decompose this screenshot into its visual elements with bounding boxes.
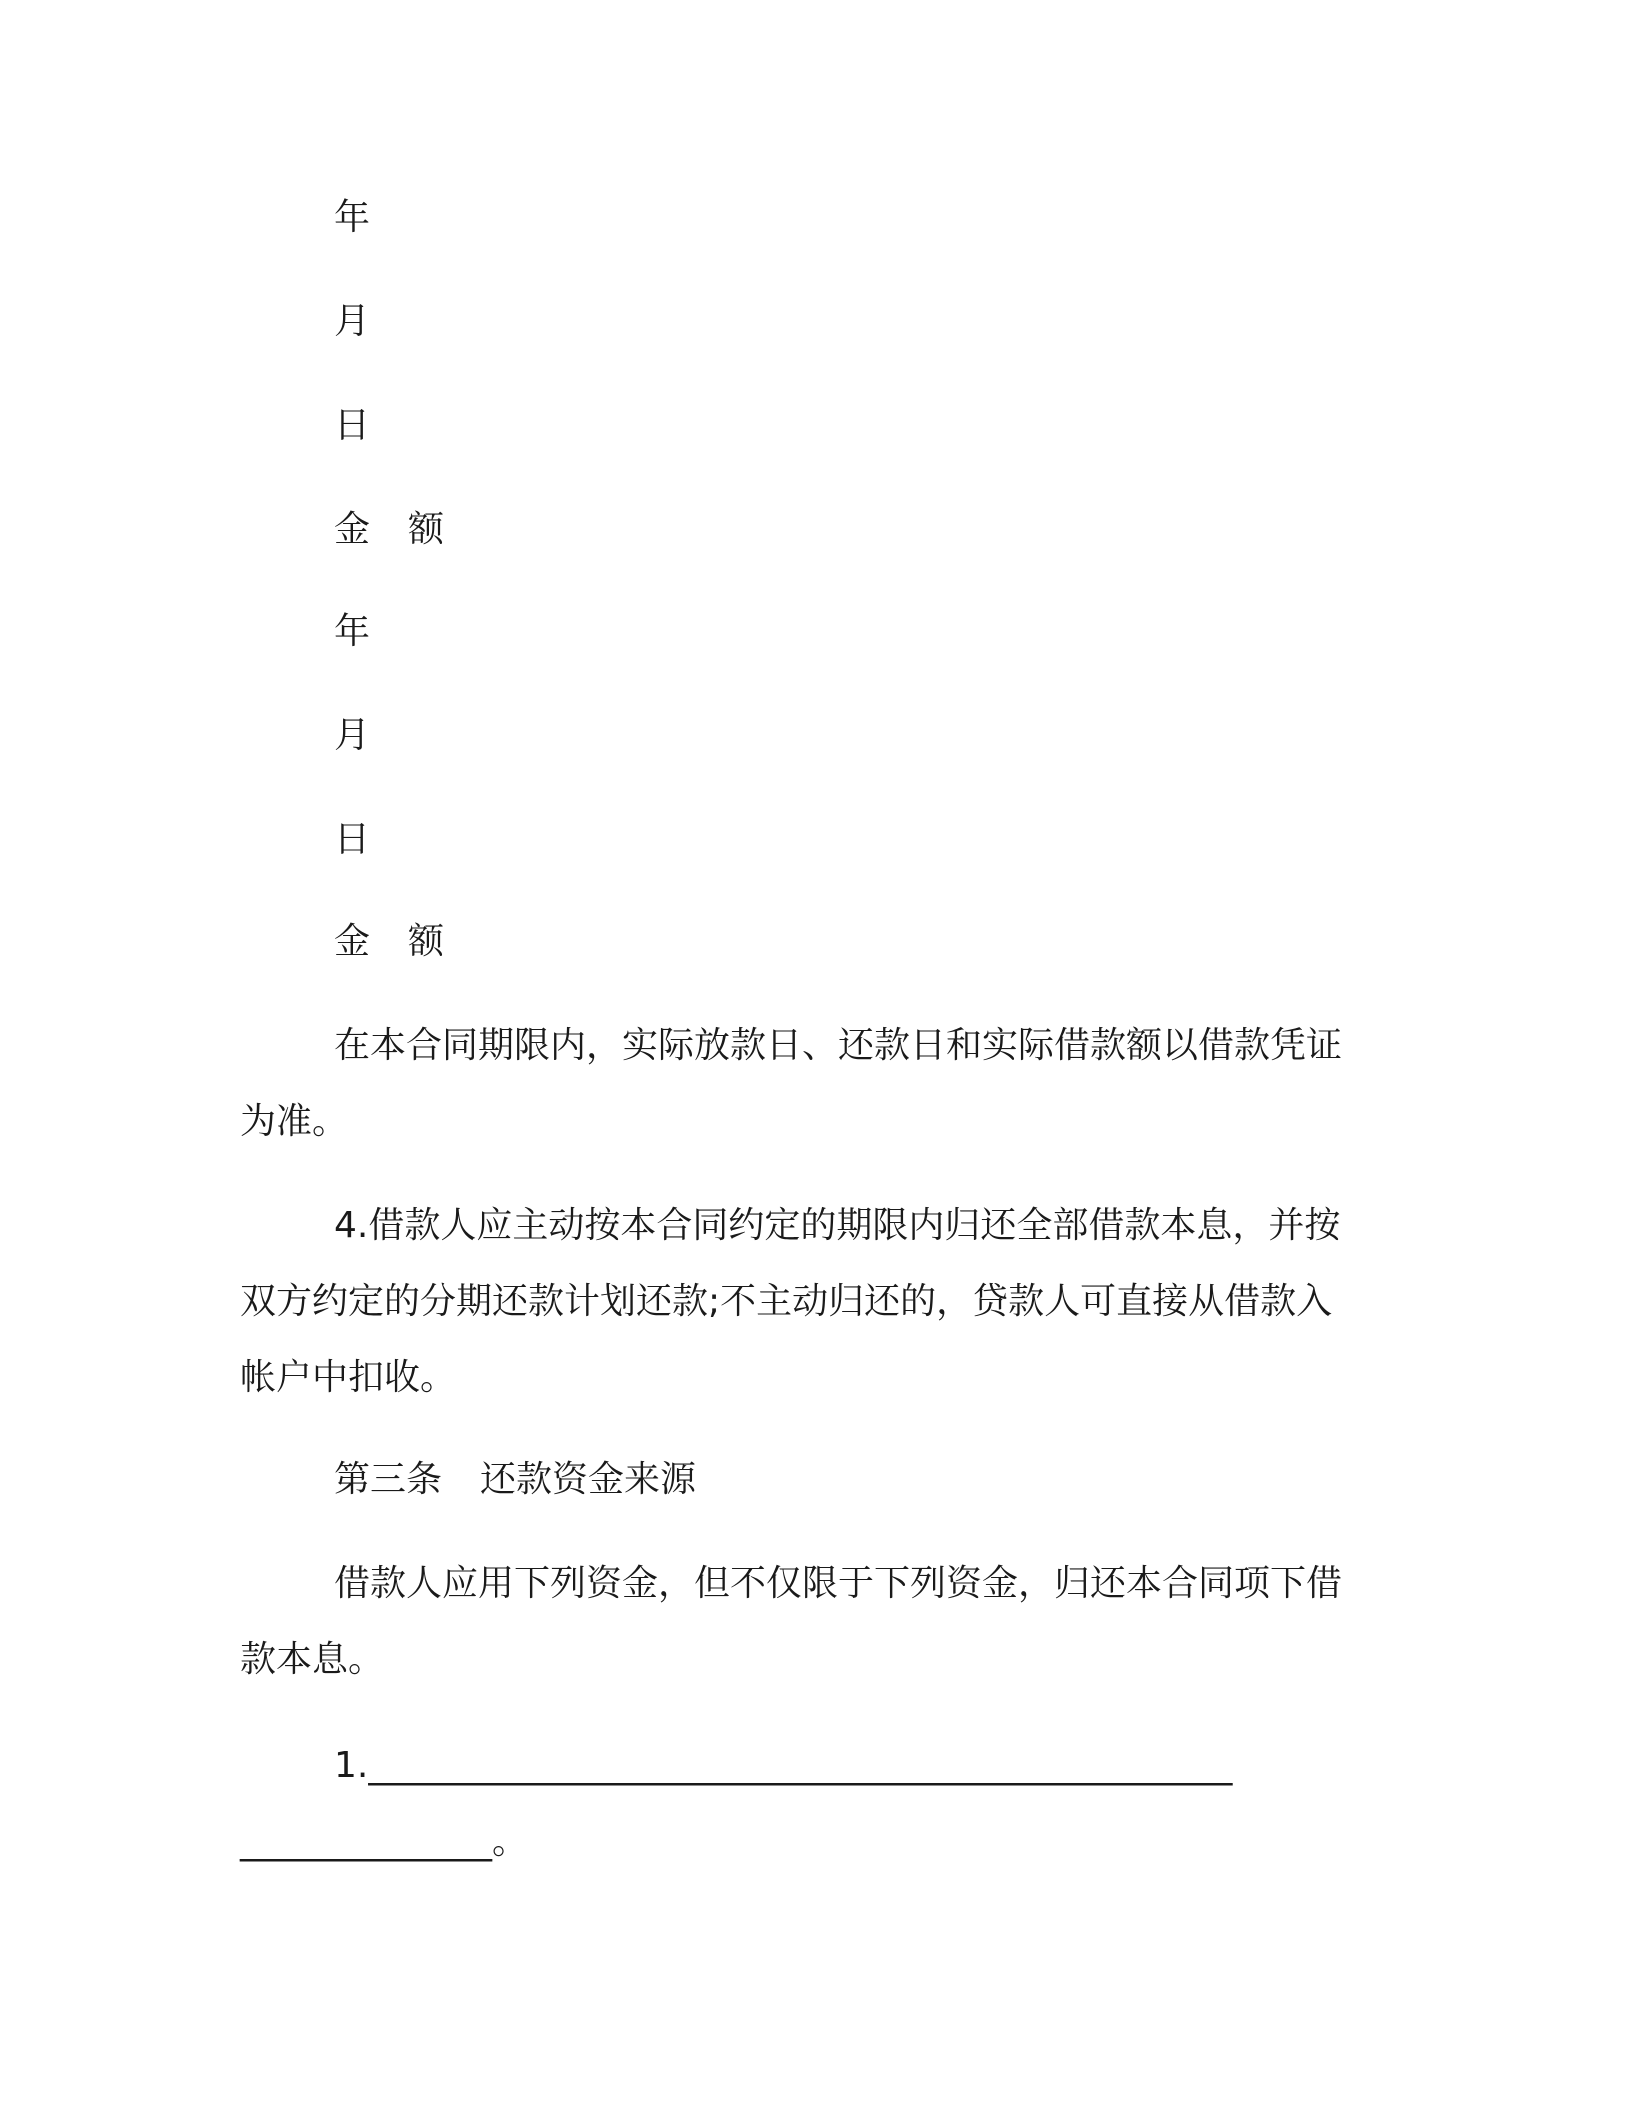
field-month-2 [334, 714, 370, 758]
field-label: 月 [334, 715, 371, 756]
field-label: 额 [408, 921, 445, 962]
field-day-2 [334, 818, 370, 862]
field-amount-1 [334, 508, 444, 552]
field-label: 月 [334, 301, 371, 342]
article-3-heading [334, 1458, 696, 1502]
paragraph-4-line-3: 帐户中扣收。 [240, 1357, 457, 1398]
article-title: 还款资金来源 [480, 1459, 697, 1500]
paragraph-sources-line-2: 款本息。 [240, 1639, 385, 1680]
field-label: 年 [334, 611, 371, 652]
paragraph-period-line-2: 为准。 [240, 1101, 349, 1142]
field-month-1 [334, 300, 370, 344]
article-number: 第三条 [334, 1459, 443, 1500]
field-label: 金 [334, 921, 371, 962]
paragraph-sources-line-1: 借款人应用下列资金，但不仅限于下列资金，归还本合同项下借 [334, 1563, 1343, 1604]
field-label: 日 [334, 819, 371, 860]
field-day-1 [334, 404, 370, 448]
field-amount-2 [334, 920, 444, 964]
paragraph-period-line-1: 在本合同期限内，实际放款日、还款日和实际借款额以借款凭证 [334, 1025, 1343, 1066]
field-label: 日 [334, 405, 371, 446]
field-year-2 [334, 610, 370, 654]
field-label: 金 [334, 509, 371, 550]
item-1-line-2: ______________。 [240, 1821, 528, 1862]
field-year-1 [334, 196, 370, 240]
paragraph-4-line-1: 4.借款人应主动按本合同约定的期限内归还全部借款本息，并按 [334, 1205, 1341, 1246]
item-1-line-1: 1.________________________________________________ [334, 1745, 1233, 1786]
field-label: 年 [334, 197, 371, 238]
paragraph-4-line-2: 双方约定的分期还款计划还款;不主动归还的，贷款人可直接从借款入 [240, 1281, 1333, 1322]
field-label: 额 [408, 509, 445, 550]
